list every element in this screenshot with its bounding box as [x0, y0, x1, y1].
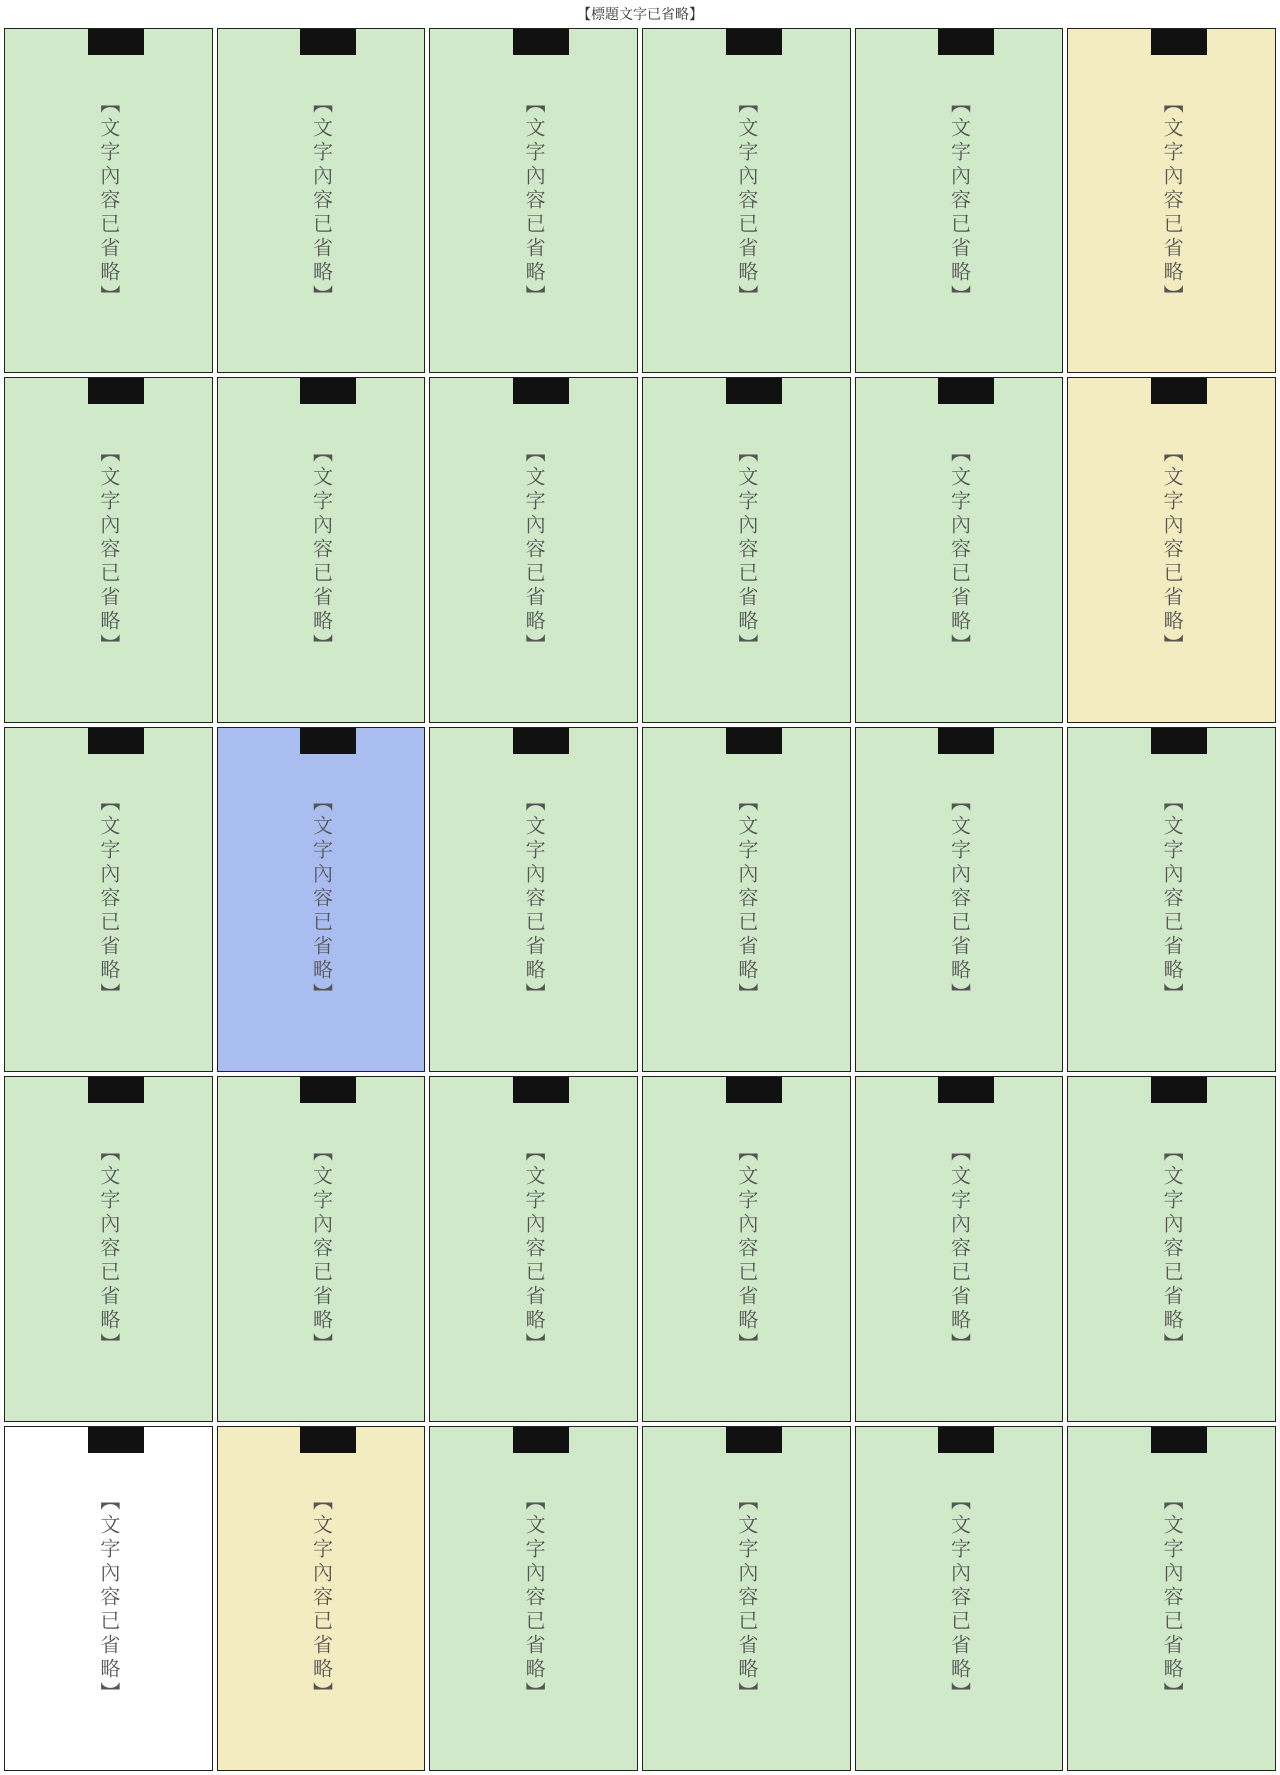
cell-marker	[513, 29, 569, 55]
text-cell	[4, 28, 213, 373]
redacted-text: 【文字內容已省略】	[96, 1490, 119, 1707]
text-cell	[855, 377, 1064, 722]
redacted-text: 【文字內容已省略】	[522, 442, 545, 659]
cell-marker	[938, 378, 994, 404]
text-cell	[642, 1426, 851, 1771]
redacted-text: 【文字內容已省略】	[309, 1140, 332, 1357]
text-cell	[4, 727, 213, 1072]
cell-marker	[938, 29, 994, 55]
cell-marker	[88, 1427, 144, 1453]
text-cell	[1067, 28, 1276, 373]
cell-marker	[726, 29, 782, 55]
text-cell	[217, 1076, 426, 1421]
redacted-text: 【文字內容已省略】	[734, 1490, 757, 1707]
cell-marker	[513, 1077, 569, 1103]
redacted-text: 【文字內容已省略】	[734, 442, 757, 659]
text-cell	[642, 1076, 851, 1421]
redacted-text: 【文字內容已省略】	[734, 1140, 757, 1357]
redacted-text: 【文字內容已省略】	[522, 791, 545, 1008]
text-cell	[217, 1426, 426, 1771]
cell-marker	[300, 378, 356, 404]
text-cell	[429, 28, 638, 373]
cell-marker	[1151, 378, 1207, 404]
text-cell	[217, 727, 426, 1072]
redacted-text: 【文字內容已省略】	[947, 1140, 970, 1357]
cell-marker	[300, 728, 356, 754]
cell-marker	[513, 728, 569, 754]
cell-marker	[88, 1077, 144, 1103]
redacted-text: 【文字內容已省略】	[522, 1490, 545, 1707]
redacted-text: 【文字內容已省略】	[309, 92, 332, 309]
redacted-text: 【文字內容已省略】	[522, 92, 545, 309]
page-header: 【標題文字已省略】	[577, 6, 703, 22]
redacted-text: 【文字內容已省略】	[96, 791, 119, 1008]
redacted-text: 【文字內容已省略】	[947, 791, 970, 1008]
text-cell	[429, 1426, 638, 1771]
cell-marker	[938, 728, 994, 754]
text-cell	[4, 1426, 213, 1771]
cell-marker	[1151, 728, 1207, 754]
text-cell	[217, 377, 426, 722]
text-cell	[642, 377, 851, 722]
redacted-text: 【文字內容已省略】	[947, 92, 970, 309]
redacted-text: 【文字內容已省略】	[309, 1490, 332, 1707]
text-cell	[4, 377, 213, 722]
redacted-text: 【文字內容已省略】	[734, 92, 757, 309]
text-cell	[429, 1076, 638, 1421]
cell-marker	[938, 1427, 994, 1453]
text-cell	[855, 1426, 1064, 1771]
cell-marker	[726, 1077, 782, 1103]
text-cell	[429, 727, 638, 1072]
redacted-text: 【文字內容已省略】	[522, 1140, 545, 1357]
text-cell	[1067, 1076, 1276, 1421]
text-cell	[855, 28, 1064, 373]
cell-marker	[513, 378, 569, 404]
redacted-text: 【文字內容已省略】	[96, 442, 119, 659]
redacted-text: 【文字內容已省略】	[96, 92, 119, 309]
text-cell	[855, 1076, 1064, 1421]
cell-marker	[938, 1077, 994, 1103]
redacted-text: 【文字內容已省略】	[1160, 1490, 1183, 1707]
redacted-text: 【文字內容已省略】	[1160, 1140, 1183, 1357]
cell-marker	[88, 29, 144, 55]
redacted-text: 【文字內容已省略】	[947, 1490, 970, 1707]
cell-marker	[1151, 29, 1207, 55]
cell-marker	[88, 728, 144, 754]
cell-marker	[726, 728, 782, 754]
redacted-text: 【文字內容已省略】	[309, 442, 332, 659]
redacted-text: 【文字內容已省略】	[1160, 791, 1183, 1008]
redacted-text: 【文字內容已省略】	[1160, 92, 1183, 309]
text-cell	[1067, 1426, 1276, 1771]
cell-marker	[88, 378, 144, 404]
redacted-text: 【文字內容已省略】	[734, 791, 757, 1008]
cell-marker	[726, 1427, 782, 1453]
text-cell	[642, 28, 851, 373]
text-cell	[642, 727, 851, 1072]
redacted-text: 【文字內容已省略】	[309, 791, 332, 1008]
cell-marker	[1151, 1077, 1207, 1103]
cell-marker	[726, 378, 782, 404]
text-cell	[1067, 727, 1276, 1072]
cell-marker	[300, 29, 356, 55]
text-cell	[855, 727, 1064, 1072]
cell-marker	[513, 1427, 569, 1453]
redacted-text: 【文字內容已省略】	[1160, 442, 1183, 659]
redacted-text: 【文字內容已省略】	[947, 442, 970, 659]
text-cell	[4, 1076, 213, 1421]
text-cell	[429, 377, 638, 722]
text-cell	[217, 28, 426, 373]
text-cell	[1067, 377, 1276, 722]
cell-marker	[300, 1077, 356, 1103]
redacted-text: 【文字內容已省略】	[96, 1140, 119, 1357]
cell-marker	[1151, 1427, 1207, 1453]
cell-marker	[300, 1427, 356, 1453]
